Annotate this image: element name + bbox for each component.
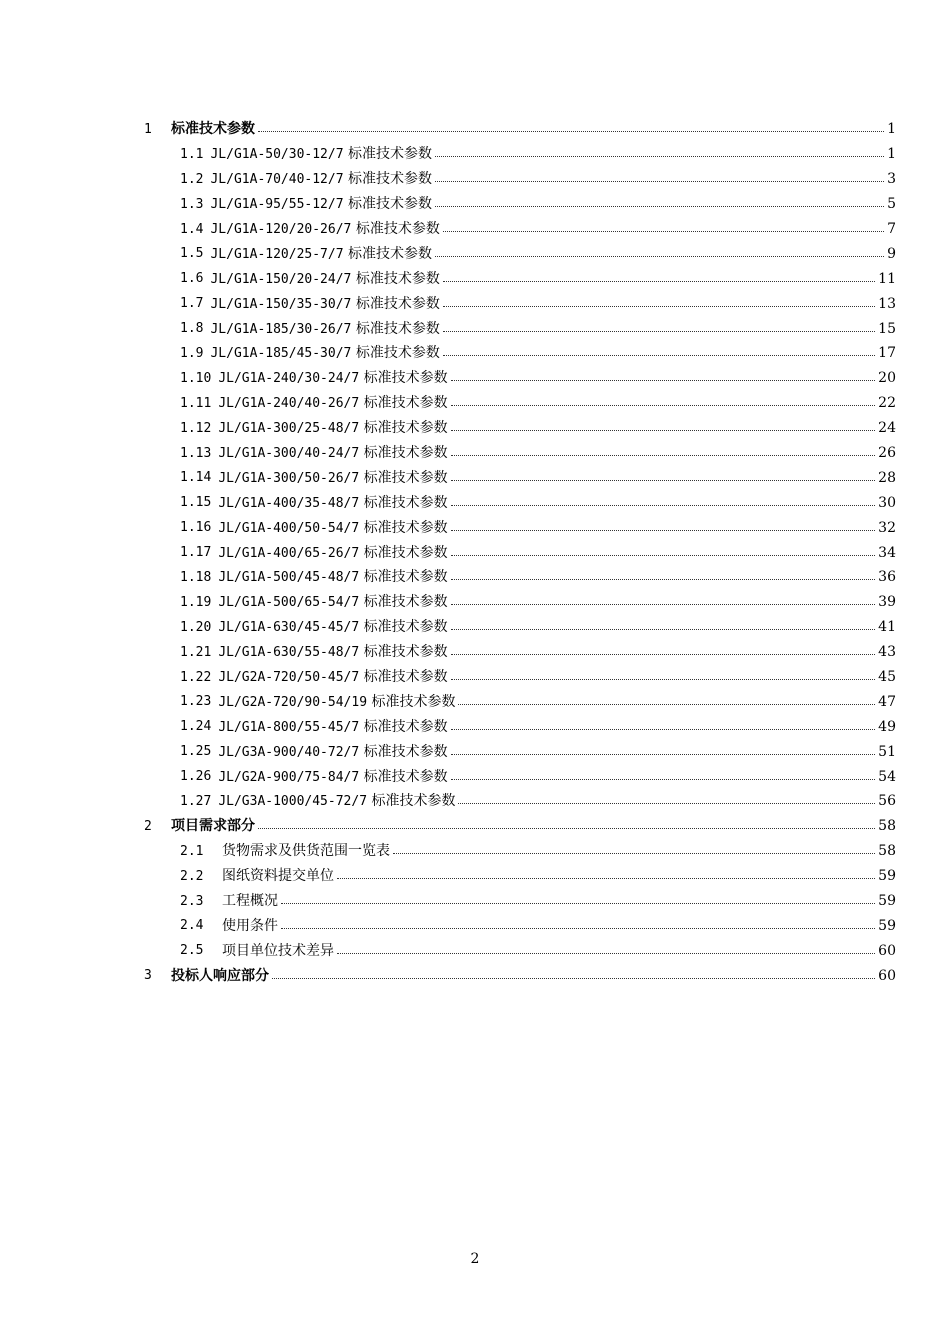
toc-entry-model-code: JL/G1A-400/65-26/7: [218, 545, 360, 561]
toc-entry-title-text: 项目需求部分: [171, 818, 255, 835]
toc-entry-title-text: 标准技术参数: [171, 121, 255, 138]
toc-entry-title: [218, 471, 447, 485]
toc-dot-leader: [458, 703, 875, 705]
toc-entry-model-code: JL/G3A-1000/45-72/7: [218, 794, 368, 810]
toc-entry-title: [171, 819, 255, 833]
toc-dot-leader: [451, 454, 876, 456]
toc-entry-model-code: JL/G2A-900/75-84/7: [218, 769, 360, 785]
toc-entry-title-text: 标准技术参数: [363, 768, 448, 785]
toc-subsection-entry[interactable]: [0, 764, 896, 789]
toc-entry-title: [218, 446, 447, 460]
toc-subsection-entry[interactable]: [0, 441, 896, 466]
toc-entry-title: [210, 346, 439, 360]
toc-entry-number: 2.1: [180, 843, 204, 859]
toc-entry-number: 1.26: [180, 769, 212, 785]
toc-entry-title: [222, 844, 390, 858]
toc-subsection-entry[interactable]: [0, 217, 896, 242]
toc-entry-number: 1.16: [180, 520, 212, 536]
toc-entry-number: 1.3: [180, 196, 204, 212]
toc-entry-model-code: JL/G1A-500/45-48/7: [218, 570, 360, 586]
toc-dot-leader: [258, 130, 884, 132]
toc-entry-title: [218, 371, 447, 385]
toc-entry-model-code: JL/G1A-150/20-24/7: [210, 271, 352, 287]
toc-entry-title: [218, 745, 447, 759]
toc-entry-model-code: JL/G1A-630/55-48/7: [218, 645, 360, 661]
toc-dot-leader: [443, 305, 875, 307]
toc-entry-number: 1.24: [180, 719, 212, 735]
toc-entry-title-text: 标准技术参数: [363, 544, 448, 561]
toc-entry-title-text: 图纸资料提交单位: [222, 868, 334, 885]
toc-subsection-entry[interactable]: [0, 864, 896, 889]
toc-entry-model-code: JL/G1A-70/40-12/7: [210, 172, 344, 188]
toc-dot-leader: [443, 230, 884, 232]
toc-subsection-entry[interactable]: [0, 565, 896, 590]
toc-subsection-entry[interactable]: [0, 192, 896, 217]
toc-entry-model-code: JL/G1A-400/35-48/7: [218, 495, 360, 511]
toc-entry-title-text: 工程概况: [222, 893, 278, 910]
toc-subsection-entry[interactable]: [0, 490, 896, 515]
toc-dot-leader: [337, 877, 875, 879]
toc-subsection-entry[interactable]: [0, 291, 896, 316]
toc-entry-title-text: 标准技术参数: [363, 370, 448, 387]
toc-entry-page-number: 13: [878, 295, 896, 312]
toc-entry-title-text: 投标人响应部分: [171, 967, 269, 984]
toc-dot-leader: [272, 977, 875, 979]
toc-entry-page-number: 60: [878, 967, 896, 984]
toc-entry-page-number: 30: [878, 494, 896, 511]
toc-entry-number: 1.12: [180, 420, 212, 436]
toc-entry-title-text: 项目单位技术差异: [222, 942, 334, 959]
toc-subsection-entry[interactable]: [0, 316, 896, 341]
toc-entry-title: [171, 122, 255, 136]
toc-dot-leader: [435, 155, 884, 157]
toc-subsection-entry[interactable]: [0, 665, 896, 690]
toc-subsection-entry[interactable]: [0, 391, 896, 416]
toc-entry-title: [218, 496, 447, 510]
toc-entry-page-number: 60: [878, 942, 896, 959]
toc-subsection-entry[interactable]: [0, 615, 896, 640]
toc-entry-title: [222, 944, 334, 958]
toc-dot-leader: [458, 802, 875, 804]
toc-entry-number: 2.3: [180, 893, 204, 909]
toc-dot-leader: [451, 554, 876, 556]
toc-entry-number: 1.7: [180, 296, 204, 312]
toc-entry-page-number: 32: [878, 519, 896, 536]
toc-entry-title-text: 标准技术参数: [363, 743, 448, 760]
toc-entry-model-code: JL/G1A-50/30-12/7: [210, 147, 344, 163]
toc-entry-page-number: 5: [887, 196, 896, 213]
toc-entry-page-number: 58: [878, 843, 896, 860]
toc-dot-leader: [443, 280, 875, 282]
toc-entry-number: 1.10: [180, 370, 212, 386]
toc-dot-leader: [435, 205, 884, 207]
toc-subsection-entry[interactable]: [0, 689, 896, 714]
toc-subsection-entry[interactable]: [0, 739, 896, 764]
toc-entry-title: [222, 919, 278, 933]
toc-entry-model-code: JL/G3A-900/40-72/7: [218, 744, 360, 760]
toc-subsection-entry[interactable]: [0, 938, 896, 963]
toc-entry-page-number: 3: [887, 171, 896, 188]
toc-entry-title-text: 货物需求及供货范围一览表: [222, 843, 390, 860]
toc-entry-title-text: 标准技术参数: [363, 469, 448, 486]
toc-dot-leader: [393, 852, 875, 854]
toc-entry-title: [210, 222, 439, 236]
toc-entry-title-text: 标准技术参数: [355, 270, 440, 287]
toc-entry-title: [218, 695, 455, 709]
toc-entry-title: [222, 894, 278, 908]
toc-subsection-entry[interactable]: [0, 914, 896, 939]
toc-entry-model-code: JL/G1A-95/55-12/7: [210, 197, 344, 213]
toc-entry-page-number: 58: [878, 818, 896, 835]
toc-entry-title: [218, 546, 447, 560]
toc-subsection-entry[interactable]: [0, 540, 896, 565]
toc-entry-number: 1.1: [180, 146, 204, 162]
toc-entry-page-number: 26: [878, 445, 896, 462]
toc-entry-model-code: JL/G1A-300/50-26/7: [218, 470, 360, 486]
toc-entry-page-number: 11: [878, 270, 896, 287]
toc-entry-number: 1.14: [180, 470, 212, 486]
toc-entry-title: [218, 794, 455, 808]
toc-entry-title-text: 标准技术参数: [355, 295, 440, 312]
toc-subsection-entry[interactable]: [0, 889, 896, 914]
toc-entry-number: 1.22: [180, 669, 212, 685]
toc-entry-title-text: 标准技术参数: [355, 221, 440, 237]
toc-entry-page-number: 17: [878, 345, 896, 362]
toc-dot-leader: [451, 578, 876, 580]
toc-dot-leader: [451, 504, 876, 506]
toc-entry-title-text: 使用条件: [222, 917, 278, 934]
toc-entry-number: 2: [144, 818, 152, 834]
toc-entry-page-number: 43: [878, 644, 896, 661]
toc-entry-title-text: 标准技术参数: [355, 345, 440, 362]
toc-dot-leader: [451, 778, 876, 780]
toc-entry-number: 1.11: [180, 395, 212, 411]
page-number: 2: [470, 1251, 480, 1267]
toc-entry-page-number: 56: [878, 793, 896, 810]
toc-entry-title-text: 标准技术参数: [363, 569, 448, 586]
toc-entry-title-text: 标准技术参数: [348, 146, 432, 163]
toc-dot-leader: [451, 379, 876, 381]
toc-entry-number: 1.18: [180, 569, 212, 585]
toc-dot-leader: [451, 628, 876, 630]
toc-entry-page-number: 59: [878, 917, 896, 934]
toc-subsection-entry[interactable]: [0, 366, 896, 391]
toc-entry-page-number: 28: [878, 469, 896, 486]
toc-entry-title: [210, 322, 439, 336]
toc-dot-leader: [443, 330, 875, 332]
toc-entry-title-text: 标准技术参数: [363, 445, 448, 462]
toc-entry-title: [210, 297, 439, 311]
toc-entry-title: [210, 272, 439, 286]
toc-entry-title: [218, 396, 447, 410]
toc-entry-title: [210, 247, 432, 261]
toc-dot-leader: [337, 952, 875, 954]
toc-subsection-entry[interactable]: [0, 341, 896, 366]
toc-subsection-entry[interactable]: [0, 416, 896, 441]
toc-subsection-entry[interactable]: [0, 465, 896, 490]
toc-entry-page-number: 22: [878, 395, 896, 412]
toc-entry-page-number: 1: [887, 146, 896, 163]
toc-section-entry[interactable]: [0, 814, 896, 839]
toc-entry-title: [218, 770, 447, 784]
toc-entry-title-text: 标准技术参数: [363, 669, 448, 686]
toc-entry-number: 1.8: [180, 321, 204, 337]
toc-entry-number: 1.25: [180, 744, 212, 760]
toc-entry-title: [218, 720, 447, 734]
toc-entry-model-code: JL/G1A-185/30-26/7: [210, 321, 352, 337]
toc-entry-number: 1.2: [180, 171, 204, 187]
toc-subsection-entry[interactable]: [0, 714, 896, 739]
toc-entry-model-code: JL/G1A-185/45-30/7: [210, 346, 352, 362]
toc-entry-page-number: 1: [887, 121, 896, 138]
toc-entry-title-text: 标准技术参数: [363, 594, 448, 611]
toc-entry-page-number: 45: [878, 669, 896, 686]
toc-subsection-entry[interactable]: [0, 167, 896, 192]
toc-dot-leader: [443, 354, 875, 356]
toc-entry-title-text: 标准技术参数: [348, 245, 432, 262]
toc-entry-page-number: 20: [878, 370, 896, 387]
toc-entry-number: 3: [144, 968, 152, 984]
toc-subsection-entry[interactable]: [0, 640, 896, 665]
toc-entry-number: 1: [144, 121, 152, 137]
toc-entry-page-number: 41: [878, 619, 896, 636]
toc-entry-page-number: 59: [878, 868, 896, 885]
toc-entry-model-code: JL/G1A-630/45-45/7: [218, 620, 360, 636]
toc-entry-number: 2.2: [180, 868, 204, 884]
toc-entry-model-code: JL/G1A-300/25-48/7: [218, 421, 360, 437]
toc-entry-number: 1.23: [180, 694, 212, 710]
toc-entry-title-text: 标准技术参数: [363, 494, 448, 511]
toc-entry-number: 1.5: [180, 246, 204, 262]
toc-entry-page-number: 34: [878, 544, 896, 561]
toc-entry-page-number: 24: [878, 420, 896, 437]
toc-dot-leader: [258, 827, 875, 829]
toc-entry-model-code: JL/G1A-150/35-30/7: [210, 296, 352, 312]
toc-entry-title-text: 标准技术参数: [371, 693, 456, 710]
toc-subsection-entry[interactable]: [0, 590, 896, 615]
toc-entry-number: 1.4: [180, 221, 204, 237]
toc-entry-page-number: 9: [887, 245, 896, 262]
toc-entry-model-code: JL/G1A-120/25-7/7: [210, 246, 344, 262]
toc-entry-model-code: JL/G2A-720/90-54/19: [218, 694, 368, 710]
toc-entry-number: 1.13: [180, 445, 212, 461]
toc-dot-leader: [451, 753, 876, 755]
toc-entry-title-text: 标准技术参数: [355, 320, 440, 337]
toc-entry-title-text: 标准技术参数: [363, 644, 448, 661]
toc-entry-number: 1.21: [180, 644, 212, 660]
toc-entry-title-text: 标准技术参数: [363, 519, 448, 536]
toc-entry-model-code: JL/G1A-400/50-54/7: [218, 520, 360, 536]
toc-entry-number: 1.20: [180, 619, 212, 635]
toc-subsection-entry[interactable]: [0, 515, 896, 540]
toc-dot-leader: [451, 728, 876, 730]
toc-dot-leader: [451, 429, 876, 431]
toc-entry-title-text: 标准技术参数: [363, 619, 448, 636]
toc-dot-leader: [451, 404, 876, 406]
toc-entry-model-code: JL/G1A-500/65-54/7: [218, 595, 360, 611]
toc-entry-number: 2.4: [180, 918, 204, 934]
toc-entry-page-number: 51: [878, 743, 896, 760]
toc-dot-leader: [451, 653, 876, 655]
toc-entry-title: [218, 620, 447, 634]
toc-subsection-entry[interactable]: [0, 142, 896, 167]
toc-dot-leader: [451, 529, 876, 531]
toc-entry-title: [222, 869, 334, 883]
toc-entry-title-text: 标准技术参数: [348, 171, 432, 188]
toc-subsection-entry[interactable]: [0, 789, 896, 814]
toc-entry-number: 1.15: [180, 495, 212, 511]
toc-entry-page-number: 36: [878, 569, 896, 586]
toc-subsection-entry[interactable]: [0, 839, 896, 864]
toc-entry-title-text: 标准技术参数: [363, 420, 448, 437]
toc-entry-title: [210, 197, 432, 211]
toc-dot-leader: [435, 255, 884, 257]
toc-dot-leader: [451, 678, 876, 680]
toc-dot-leader: [435, 180, 884, 182]
toc-entry-number: 1.9: [180, 345, 204, 361]
toc-entry-model-code: JL/G1A-300/40-24/7: [218, 446, 360, 462]
toc-entry-page-number: 7: [887, 221, 896, 237]
toc-entry-title: [171, 969, 269, 983]
toc-entry-model-code: JL/G1A-120/20-26/7: [210, 222, 352, 237]
toc-entry-page-number: 54: [878, 768, 896, 785]
toc-entry-title: [218, 595, 447, 609]
toc-entry-number: 1.17: [180, 545, 212, 561]
toc-entry-page-number: 39: [878, 594, 896, 611]
toc-entry-title: [210, 147, 432, 161]
toc-entry-page-number: 49: [878, 718, 896, 735]
toc-entry-title-text: 标准技术参数: [363, 395, 448, 412]
toc-entry-model-code: JL/G1A-240/40-26/7: [218, 396, 360, 412]
toc-entry-title: [218, 670, 447, 684]
toc-section-entry[interactable]: [0, 117, 896, 142]
toc-entry-title-text: 标准技术参数: [363, 718, 448, 735]
toc-entry-number: 1.19: [180, 594, 212, 610]
toc-entry-title: [218, 421, 447, 435]
toc-entry-number: 1.6: [180, 271, 204, 287]
toc-entry-page-number: 15: [878, 320, 896, 337]
toc-entry-number: 1.27: [180, 793, 212, 809]
toc-entry-page-number: 47: [878, 693, 896, 710]
toc-entry-title: [218, 521, 447, 535]
toc-entry-model-code: JL/G1A-240/30-24/7: [218, 371, 360, 387]
toc-subsection-entry[interactable]: [0, 266, 896, 291]
toc-entry-number: 2.5: [180, 943, 204, 959]
toc-entry-model-code: JL/G1A-800/55-45/7: [218, 719, 360, 735]
toc-subsection-entry[interactable]: [0, 241, 896, 266]
toc-entry-model-code: JL/G2A-720/50-45/7: [218, 670, 360, 686]
toc-entry-title: [218, 570, 447, 584]
toc-section-entry[interactable]: [0, 963, 896, 988]
toc-entry-title-text: 标准技术参数: [348, 196, 432, 213]
toc-entry-title: [218, 645, 447, 659]
toc-entry-title-text: 标准技术参数: [371, 793, 456, 810]
toc-entry-page-number: 59: [878, 893, 896, 910]
toc-entry-title: [210, 172, 432, 186]
table-of-contents: [0, 117, 950, 988]
toc-dot-leader: [281, 902, 875, 904]
toc-dot-leader: [451, 603, 876, 605]
toc-dot-leader: [281, 927, 875, 929]
toc-dot-leader: [451, 479, 876, 481]
